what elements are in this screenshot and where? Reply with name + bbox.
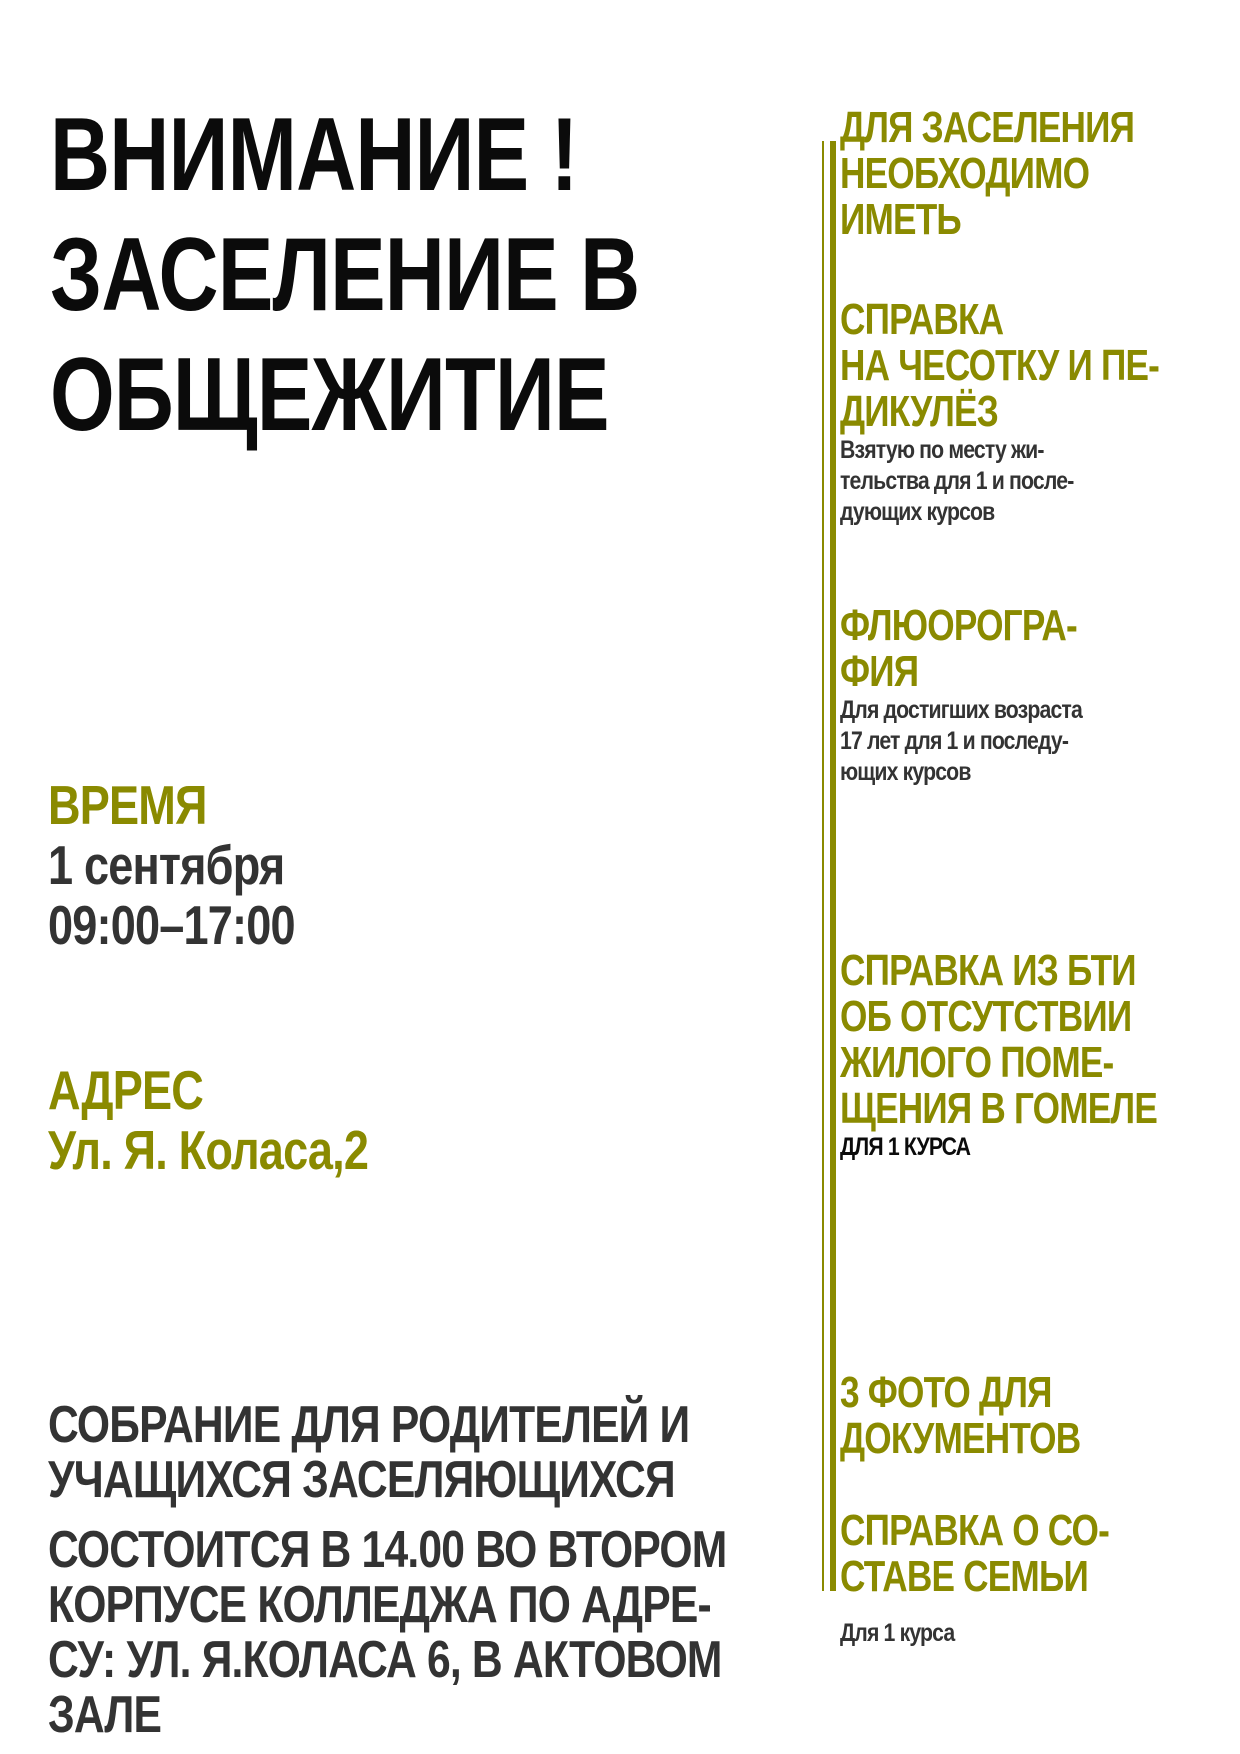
meeting-line: ЗАЛЕ [48,1686,162,1744]
requirements-header-line: ИМЕТЬ [840,195,961,244]
requirement-note: 17 лет для 1 и последу- [840,727,1069,755]
requirement-note: ДЛЯ 1 КУРСА [840,1133,971,1161]
requirement-note: Взятую по месту жи- [840,436,1044,464]
requirement-title: ФИЯ [840,647,919,696]
requirement-scabies-certificate [840,297,1239,528]
requirement-title: ДИКУЛЁЗ [840,387,998,436]
requirement-photos [840,1370,1140,1462]
divider-line-thick [830,141,836,1591]
meeting-notice [48,1398,875,1743]
requirement-note: Для достигших возраста [840,696,1082,724]
time-date: 1 сентября [48,834,285,896]
requirement-title: ЖИЛОГО ПОМЕ- [840,1038,1114,1087]
requirement-note: тельства для 1 и после- [840,467,1074,495]
time-hours: 09:00–17:00 [48,894,295,956]
meeting-line: КОРПУСЕ КОЛЛЕДЖА ПО АДРЕ- [48,1576,711,1634]
address-value: Ул. Я. Коласа,2 [48,1119,369,1181]
page-title [50,95,787,455]
requirement-title: СПРАВКА О СО- [840,1506,1110,1555]
title-line-3: ОБЩЕЖИТИЕ [50,337,609,453]
meeting-line: СУ: УЛ. Я.КОЛАСА 6, В АКТОВОМ [48,1631,722,1689]
requirement-note: Для 1 курса [840,1619,955,1647]
meeting-line: СОСТОИТСЯ В 14.00 ВО ВТОРОМ [48,1521,727,1579]
meeting-line: СОБРАНИЕ ДЛЯ РОДИТЕЛЕЙ И [48,1396,690,1454]
requirement-title: СПРАВКА ИЗ БТИ [840,946,1136,995]
time-section [48,775,349,955]
address-section [48,1060,438,1180]
requirement-bti-certificate [840,948,1236,1163]
requirement-title: 3 ФОТО ДЛЯ [840,1368,1052,1417]
requirement-title: ФЛЮОРОГРА- [840,601,1077,650]
requirement-title: СПРАВКА [840,295,1004,344]
requirement-note: ющих курсов [840,758,971,786]
requirement-fluorography [840,603,1136,788]
requirement-title: ОБ ОТСУТСТВИИ [840,992,1132,1041]
title-line-2: ЗАСЕЛЕНИЕ В [50,217,640,333]
requirement-title: СТАВЕ СЕМЬИ [840,1552,1088,1601]
time-label: ВРЕМЯ [48,774,207,836]
requirement-title: НА ЧЕСОТКУ И ПЕ- [840,341,1160,390]
requirement-family-certificate [840,1508,1176,1649]
address-label: АДРЕС [48,1059,204,1121]
requirement-note: дующих курсов [840,498,995,526]
requirement-title: ЩЕНИЯ В ГОМЕЛЕ [840,1084,1157,1133]
requirements-header-line: ДЛЯ ЗАСЕЛЕНИЯ [840,103,1135,152]
meeting-line: УЧАЩИХСЯ ЗАСЕЛЯЮЩИХСЯ [48,1451,675,1509]
requirement-title: ДОКУМЕНТОВ [840,1414,1081,1463]
title-line-1: ВНИМАНИЕ ! [50,97,578,213]
divider-line-thin [822,141,824,1591]
requirements-header-line: НЕОБХОДИМО [840,149,1090,198]
requirements-header [840,105,1208,243]
